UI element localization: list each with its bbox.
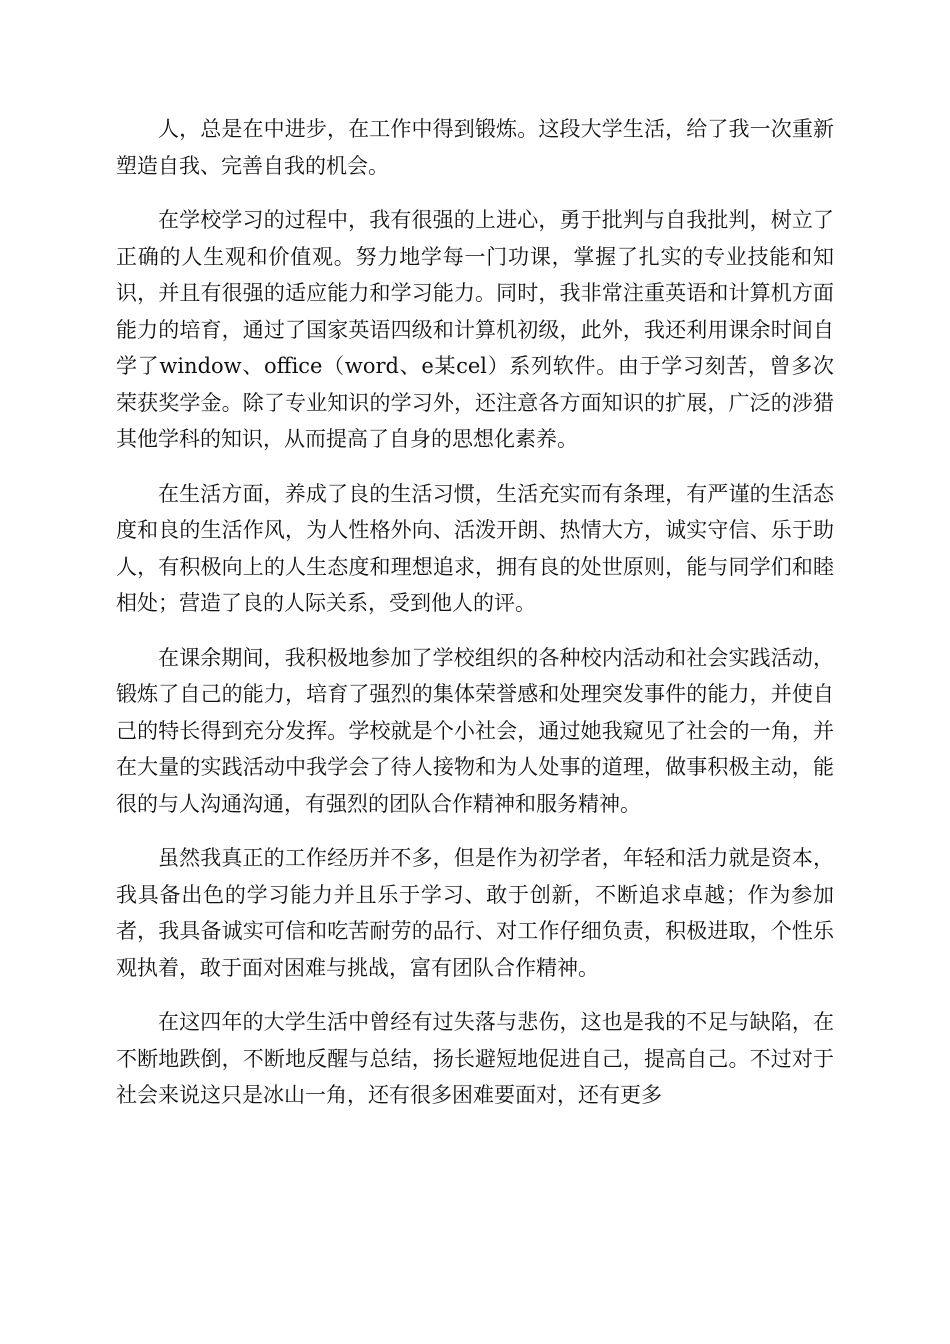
paragraph: 在生活方面，养成了良的生活习惯，生活充实而有条理，有严谨的生活态度和良的生活作风，为人性格外向、活泼开朗、热情大方，诚实守信、乐于助人，有积极向上的人生态度和理想追求，拥有良的处世原则，能与同学们和睦相处；营造了良的人际关系，受到他人的评。 [116, 481, 834, 615]
paragraph: 人，总是在中进步，在工作中得到锻炼。这段大学生活，给了我一次重新塑造自我、完善自我的机会。 [116, 117, 834, 178]
paragraph: 在学校学习的过程中，我有很强的上进心，勇于批判与自我批判，树立了正确的人生观和价值观。努力地学每一门功课，掌握了扎实的专业技能和知识，并且有很强的适应能力和学习能力。同时，我非常注重英语和计算机方面能力的培育，通过了国家英语四级和计算机初级，此外，我还利用课余时间自学了window、office（word、e某cel）系列软件。由于学习刻苦，曾多次荣获奖学金。除了专业知识的学习外，还注意各方面知识的扩展，广泛的涉猎其他学科的知识，从而提高了自身的思想化素养。 [116, 208, 834, 451]
paragraph: 在课余期间，我积极地参加了学校组织的各种校内活动和社会实践活动，锻炼了自己的能力，培育了强烈的集体荣誉感和处理突发事件的能力，并使自己的特长得到充分发挥。学校就是个小社会，通过她我窥见了社会的一角，并在大量的实践活动中我学会了待人接物和为人处事的道理，做事积极主动，能很的与人沟通沟通，有强烈的团队合作精神和服务精神。 [116, 645, 834, 816]
paragraph: 在这四年的大学生活中曾经有过失落与悲伤，这也是我的不足与缺陷，在不断地跌倒，不断地反醒与总结，扬长避短地促进自己，提高自己。不过对于社会来说这只是冰山一角，还有很多困难要面对，还有更多 [116, 1010, 834, 1107]
paragraph: 虽然我真正的工作经历并不多，但是作为初学者，年轻和活力就是资本，我具备出色的学习能力并且乐于学习、敢于创新，不断追求卓越；作为参加者，我具备诚实可信和吃苦耐劳的品行、对工作仔细负责，积极进取，个性乐观执着，敢于面对困难与挑战，富有团队合作精神。 [116, 846, 834, 980]
document-body [116, 111, 834, 1132]
